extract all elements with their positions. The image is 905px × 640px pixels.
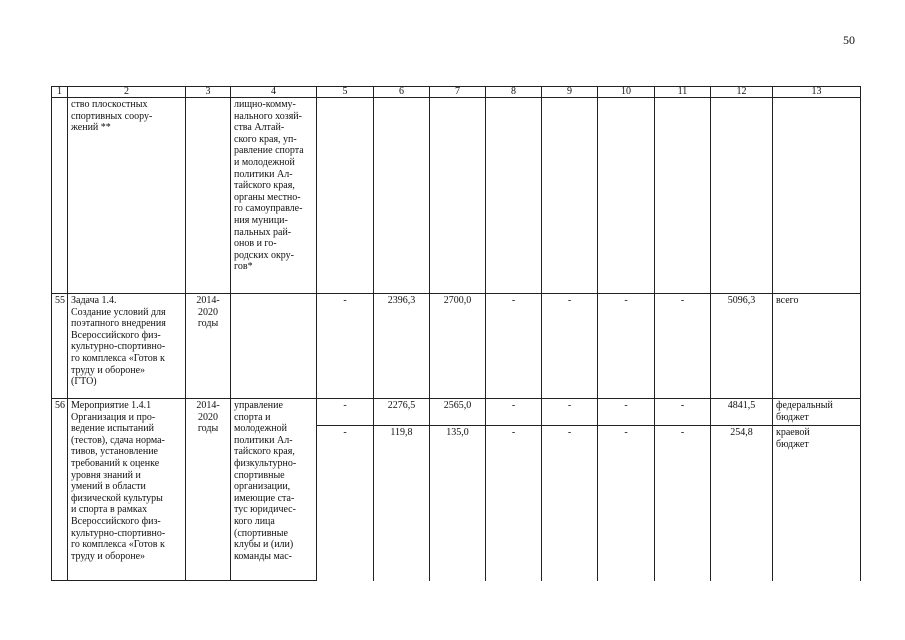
program-table [51,86,861,581]
regional-col10: - [598,426,655,581]
item-executors: лищно-комму- нального хозяй- ства Алтай- ского края, уп- равление спорта и молодежной политики Ал- тайского края, органы местно- го самоуправле- ния муници- пальных рай- онов и го- родских окру- гов* [231,98,317,294]
cell-empty [486,98,542,294]
amount-col11: - [655,294,711,399]
cell-empty [374,98,430,294]
row-number [52,98,68,294]
task-executors [231,294,317,399]
col-num-11: 11 [655,87,711,98]
cell-empty [598,98,655,294]
table-row-continuation [52,98,861,294]
measure-executors: управление спорта и молодежной политики Ал- тайского края, физкультурно- спортивные организации, имеющие ста- тус юридичес- кого лица (спортивные клубы и (или) команды мас- [231,399,317,581]
row-number: 55 [52,294,68,399]
table-row-55 [52,294,861,399]
federal-col10: - [598,399,655,426]
task-years: 2014- 2020 годы [186,294,231,399]
cell-empty [711,98,773,294]
federal-col9: - [542,399,598,426]
amount-col8: - [486,294,542,399]
federal-col6: 2276,5 [374,399,430,426]
regional-col11: - [655,426,711,581]
col-num-7: 7 [430,87,486,98]
item-name: ство плоскостных спортивных соору- жений ** [68,98,186,294]
federal-total: 4841,5 [711,399,773,426]
task-name: Задача 1.4. Создание условий для поэтапного внедрения Всероссийского физ- культурно-спортивно- го комплекса «Готов к труду и обороне» (ГТО) [68,294,186,399]
col-num-9: 9 [542,87,598,98]
amount-col6: 2396,3 [374,294,430,399]
federal-col5: - [317,399,374,426]
table-row-56-federal [52,399,861,426]
regional-total: 254,8 [711,426,773,581]
measure-name: Мероприятие 1.4.1 Организация и про- ведение испытаний (тестов), сдача норма- тивов, установление требований к оценке уровня знаний и умений в области физической культуры и спорта в рамках Всероссийского физ- культурно-спортивно- го комплекса «Готов к труду и обороне» [68,399,186,581]
amount-total: 5096,3 [711,294,773,399]
measure-years: 2014- 2020 годы [186,399,231,581]
col-num-4: 4 [231,87,317,98]
federal-col7: 2565,0 [430,399,486,426]
col-num-6: 6 [374,87,430,98]
col-num-3: 3 [186,87,231,98]
row-number: 56 [52,399,68,581]
regional-col7: 135,0 [430,426,486,581]
col-num-1: 1 [52,87,68,98]
regional-col6: 119,8 [374,426,430,581]
regional-col5: - [317,426,374,581]
col-num-5: 5 [317,87,374,98]
regional-col9: - [542,426,598,581]
federal-col11: - [655,399,711,426]
federal-source: федеральный бюджет [773,399,861,426]
cell-empty [430,98,486,294]
col-num-8: 8 [486,87,542,98]
regional-col8: - [486,426,542,581]
amount-col5: - [317,294,374,399]
col-num-12: 12 [711,87,773,98]
amount-col9: - [542,294,598,399]
col-num-2: 2 [68,87,186,98]
page-number: 50 [843,33,855,47]
cell-empty [542,98,598,294]
cell-empty [655,98,711,294]
col-num-13: 13 [773,87,861,98]
amount-col10: - [598,294,655,399]
federal-col8: - [486,399,542,426]
cell-empty [317,98,374,294]
amount-col7: 2700,0 [430,294,486,399]
funding-source: всего [773,294,861,399]
cell-empty [773,98,861,294]
item-years [186,98,231,294]
regional-source: краевой бюджет [773,426,861,581]
col-num-10: 10 [598,87,655,98]
column-number-row [52,87,861,98]
